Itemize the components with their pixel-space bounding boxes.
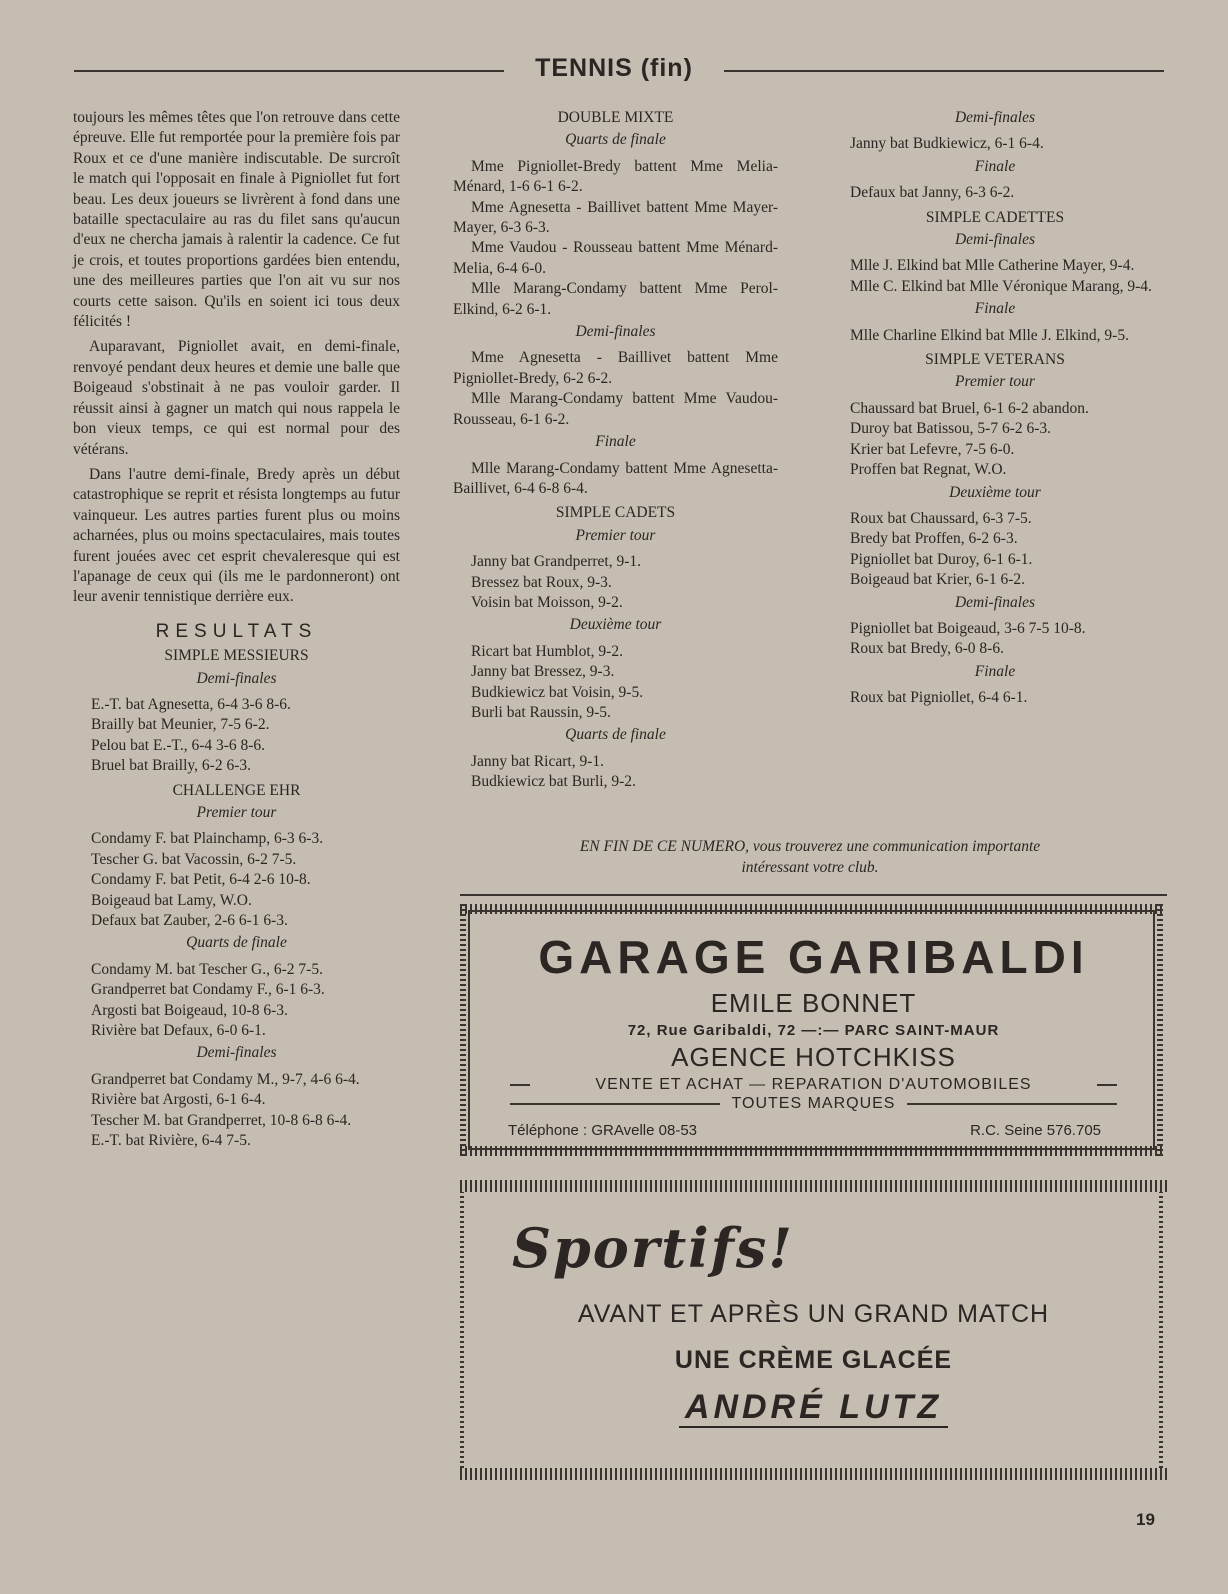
page-title: TENNIS (fin) — [535, 54, 693, 82]
page-number: 19 — [1136, 1510, 1155, 1529]
result-item: Budkiewicz bat Voisin, 9-5. — [471, 683, 644, 701]
result-item: Rivière bat Defaux, 6-0 6-1. — [91, 1022, 266, 1040]
ad-brand-text: ANDRÉ LUTZ — [679, 1388, 948, 1428]
result-item: Grandperret bat Condamy F., 6-1 6-3. — [91, 981, 325, 999]
round-label: Finale — [974, 662, 1016, 680]
border-ticks-bottom — [460, 1468, 1167, 1480]
ad-headline: Sportifs! — [512, 1216, 795, 1280]
result-item: Budkiewicz bat Burli, 9-2. — [471, 773, 636, 791]
result-list — [832, 183, 1158, 203]
result-list — [832, 619, 1158, 660]
separator-rule — [460, 894, 1167, 896]
result-item: Mlle Marang-Condamy battent Mme Vaudou-Rousseau, 6-1 6-2. — [453, 390, 778, 428]
results-title: RESULTATS — [155, 620, 318, 642]
result-item: Mlle Charline Elkind bat Mlle J. Elkind, 9-5. — [850, 326, 1129, 344]
result-item: Duroy bat Batissou, 5-7 6-2 6-3. — [850, 420, 1052, 438]
result-list — [73, 829, 400, 931]
result-item: Pigniollet bat Boigeaud, 3-6 7-5 10-8. — [850, 619, 1086, 637]
result-item: Burli bat Raussin, 9-5. — [471, 703, 611, 721]
border-ticks-top — [460, 1180, 1167, 1192]
garage-address: 72, Rue Garibaldi, 72 —:— PARC SAINT-MAUR — [627, 1022, 1000, 1039]
result-item: Bredy bat Proffen, 6-2 6-3. — [850, 530, 1018, 548]
round-label: Demi-finales — [196, 669, 277, 687]
result-item: Mlle C. Elkind bat Mlle Véronique Marang, 9-4. — [850, 277, 1152, 295]
notice-line: intéressant votre club. — [741, 859, 879, 876]
result-item: Roux bat Chaussard, 6-3 7-5. — [850, 509, 1032, 527]
result-item: Pelou bat E.-T., 6-4 3-6 8-6. — [91, 736, 266, 754]
result-item: Roux bat Pigniollet, 6-4 6-1. — [850, 689, 1028, 707]
garage-name: GARAGE GARIBALDI — [538, 931, 1089, 983]
round-label: Premier tour — [955, 373, 1035, 391]
section-heading: SIMPLE CADETS — [555, 504, 676, 522]
article-body — [73, 108, 400, 608]
header-rule-right — [724, 70, 1164, 72]
result-item: Proffen bat Regnat, W.O. — [850, 461, 1007, 479]
result-list — [453, 459, 778, 500]
column-3 — [832, 108, 1158, 709]
club-notice — [460, 836, 1160, 878]
line-right — [907, 1103, 1117, 1105]
result-list — [453, 348, 778, 430]
round-label: Demi-finales — [954, 593, 1036, 611]
article-paragraph: Auparavant, Pigniollet avait, en demi-finale, renvoyé pendant deux heures et demie une balle que Boigeaud s'obstinait à ne pas vouloir garder. Il réussit ainsi à gagner un match qui nous rappela le bon vieux temps, ce qui est normal pour des vétérans. — [73, 338, 400, 458]
round-label: Finale — [595, 433, 636, 451]
round-label: Finale — [974, 157, 1016, 175]
result-item: Janny bat Ricart, 9-1. — [471, 752, 605, 770]
result-item: Voisin bat Moisson, 9-2. — [471, 593, 623, 611]
garage-brands: TOUTES MARQUES — [731, 1095, 896, 1112]
dash-left — [510, 1084, 530, 1086]
result-list — [832, 688, 1158, 708]
result-list — [453, 752, 778, 793]
result-list — [832, 134, 1158, 154]
result-item: Boigeaud bat Krier, 6-1 6-2. — [850, 571, 1025, 589]
round-label: Deuxième tour — [569, 616, 662, 634]
result-item: Defaux bat Janny, 6-3 6-2. — [850, 184, 1015, 202]
section-heading: SIMPLE MESSIEURS — [164, 647, 309, 665]
garage-advertisement — [460, 904, 1167, 1156]
result-item: Defaux bat Zauber, 2-6 6-1 6-3. — [91, 912, 288, 930]
round-label: Quarts de finale — [565, 726, 666, 744]
round-label: Deuxième tour — [949, 483, 1041, 501]
round-label: Premier tour — [575, 526, 656, 544]
result-list — [832, 256, 1158, 297]
result-item: Bruel bat Brailly, 6-2 6-3. — [91, 757, 251, 775]
result-item: Argosti bat Boigeaud, 10-8 6-3. — [91, 1001, 288, 1019]
result-list — [73, 1070, 400, 1152]
result-item: Chaussard bat Bruel, 6-1 6-2 abandon. — [850, 399, 1089, 417]
result-item: Tescher G. bat Vacossin, 6-2 7-5. — [91, 850, 297, 868]
result-item: Mme Agnesetta - Baillivet battent Mme Mayer-Mayer, 6-3 6-3. — [453, 198, 778, 237]
garage-services: VENTE ET ACHAT — REPARATION D'AUTOMOBILES — [595, 1076, 1032, 1093]
header-rule-left — [74, 70, 504, 72]
result-item: Pigniollet bat Duroy, 6-1 6-1. — [850, 550, 1033, 568]
result-item: Mme Agnesetta - Baillivet battent Mme Pigniollet-Bredy, 6-2 6-2. — [453, 349, 778, 387]
result-item: Janny bat Budkiewicz, 6-1 6-4. — [850, 135, 1044, 153]
result-list — [73, 960, 400, 1042]
article-paragraph: toujours les mêmes têtes que l'on retrouve dans cette épreuve. Elle fut remportée pour la première fois par Roux et ce d'une manière indiscutable. De surcroît le match qui l'opposait en finale à Pigniollet fut fort beau. Les deux joueurs se livrèrent à fond dans une bataille spectaculaire au ras du filet sans qu'aucun d'eux ne chercha jamais à ralentir la cadence. Ce fut je crois, et toutes proportions gardées bien entendu, une des meilleures parties que l'on ait vu sur nos courts cette saison. Qu'ils en soient ici tous deux félicités ! — [73, 109, 400, 331]
round-label: Demi-finales — [954, 109, 1036, 126]
ad-line: UNE CRÈME GLACÉE — [674, 1346, 953, 1374]
result-item: Mlle Marang-Condamy battent Mme Agnesetta-Baillivet, 6-4 6-8 6-4. — [453, 459, 778, 497]
garage-owner: EMILE BONNET — [710, 988, 917, 1018]
dash-right — [1097, 1084, 1117, 1086]
garage-services-row — [510, 1076, 1117, 1094]
result-item: Krier bat Lefevre, 7-5 6-0. — [850, 440, 1015, 458]
result-item: Mlle Marang-Condamy battent Mme Perol-Elkind, 6-2 6-1. — [453, 280, 778, 318]
result-item: Condamy F. bat Plainchamp, 6-3 6-3. — [91, 830, 324, 848]
result-item: Mlle J. Elkind bat Mlle Catherine Mayer, 9-4. — [850, 257, 1135, 275]
result-list — [453, 157, 778, 320]
garage-agency: AGENCE HOTCHKISS — [671, 1042, 956, 1072]
result-list — [73, 695, 400, 777]
section-heading: SIMPLE CADETTES — [925, 208, 1065, 226]
result-item: Ricart bat Humblot, 9-2. — [471, 642, 623, 660]
article-paragraph: Dans l'autre demi-finale, Bredy après un début catastrophique se reprit et résista longtemps au futur vainqueur. Les autres parties furent plus ou moins acharnées, plus ou moins spectaculaires, mais toutes furent jouées avec cet esprit chevaleresque qui est l'apanage de ceux qui (ils me le pardonneront) ont leur avenir tennistique derrière eux. — [73, 465, 400, 606]
round-label: Premier tour — [196, 804, 277, 821]
result-item: Tescher M. bat Grandperret, 10-8 6-8 6-4. — [91, 1111, 352, 1129]
result-item: Boigeaud bat Lamy, W.O. — [91, 891, 252, 909]
round-label: Quarts de finale — [565, 131, 666, 149]
result-item: Grandperret bat Condamy M., 9-7, 4-6 6-4. — [91, 1070, 360, 1088]
ad-line: AVANT ET APRÈS UN GRAND MATCH — [577, 1300, 1050, 1328]
round-label: Finale — [974, 300, 1016, 318]
garage-phone: Téléphone : GRAvelle 08-53 — [508, 1122, 698, 1139]
section-heading: DOUBLE MIXTE — [557, 109, 674, 126]
result-item: E.-T. bat Agnesetta, 6-4 3-6 8-6. — [91, 695, 291, 713]
round-label: Demi-finales — [575, 323, 656, 341]
result-item: Roux bat Bredy, 6-0 8-6. — [850, 640, 1004, 658]
round-label: Quarts de finale — [186, 934, 287, 952]
round-label: Demi-finales — [196, 1044, 277, 1062]
page-header — [74, 54, 1164, 84]
ad-brand — [460, 1388, 1167, 1427]
result-item: Rivière bat Argosti, 6-1 6-4. — [91, 1091, 266, 1109]
section-heading: SIMPLE VETERANS — [925, 351, 1065, 369]
result-item: Bressez bat Roux, 9-3. — [471, 573, 612, 591]
result-list — [832, 509, 1158, 591]
garage-brands-row — [510, 1095, 1117, 1113]
notice-line: EN FIN DE CE NUMERO, vous trouverez une communication importante — [579, 838, 1041, 855]
column-1 — [73, 108, 400, 1152]
line-left — [510, 1103, 720, 1105]
result-item: E.-T. bat Rivière, 6-4 7-5. — [91, 1132, 251, 1150]
result-item: Mme Pigniollet-Bredy battent Mme Melia-Ménard, 1-6 6-1 6-2. — [453, 157, 778, 196]
result-list — [832, 326, 1158, 346]
result-item: Janny bat Grandperret, 9-1. — [471, 553, 642, 571]
ice-cream-advertisement — [460, 1180, 1167, 1480]
result-item: Condamy M. bat Tescher G., 6-2 7-5. — [91, 960, 323, 978]
result-list — [453, 642, 778, 724]
section-heading: CHALLENGE EHR — [172, 781, 301, 799]
result-item: Condamy F. bat Petit, 6-4 2-6 10-8. — [91, 871, 311, 889]
garage-rc: R.C. Seine 576.705 — [970, 1122, 1101, 1139]
result-item: Brailly bat Meunier, 7-5 6-2. — [91, 716, 270, 734]
result-list — [832, 399, 1158, 481]
result-list — [453, 552, 778, 613]
result-item: Janny bat Bressez, 9-3. — [471, 663, 615, 681]
result-item: Mme Vaudou - Rousseau battent Mme Ménard-Melia, 6-4 6-0. — [453, 239, 778, 277]
round-label: Demi-finales — [954, 231, 1036, 249]
column-2 — [453, 108, 778, 793]
